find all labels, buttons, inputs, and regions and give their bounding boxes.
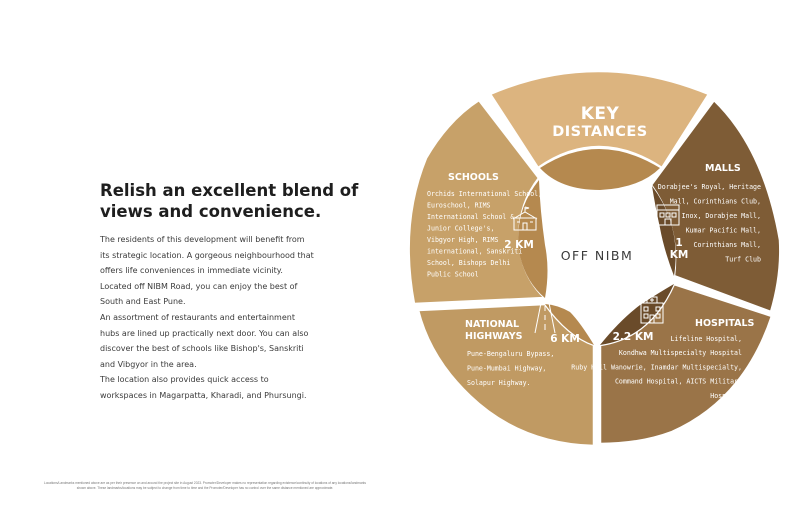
center-label: OFF NIBM (560, 248, 634, 263)
hospitals-list-item: Hospital (710, 391, 742, 400)
hospitals-distance: 2.2 KM (612, 331, 654, 343)
hospitals-title: HOSPITALS (695, 318, 755, 329)
malls-list-item: Turf Club (725, 255, 761, 264)
schools-list-item: Euroschool, RIMS (427, 201, 491, 210)
malls-list-item: Inox, Dorabjee Mall, (681, 212, 761, 220)
highways-list-item: Pune-Mumbai Highway, (467, 364, 547, 373)
schools-list-item: Vibgyor High, RIMS (427, 236, 499, 244)
highways-list-item: Pune-Bengaluru Bypass, (467, 350, 555, 358)
schools-list-item: International School & (427, 213, 515, 221)
schools-title: SCHOOLS (448, 172, 499, 183)
key-title-line: KEY (580, 104, 620, 124)
intro-paragraph: The location also provides quick access to workspaces in Magarpatta, Kharadi, and Phursungi. (100, 375, 307, 400)
highways-title: NATIONAL (465, 319, 520, 330)
malls-distance-unit: KM (669, 249, 689, 261)
schools-list-item: Public School (427, 270, 479, 279)
hospitals-list-item: Command Hospital, AICTS Military (614, 377, 742, 386)
schools-list-item: Orchids International School, (427, 190, 543, 198)
key-title-line: DISTANCES (552, 124, 648, 140)
schools-list-item: School, Bishops Delhi (427, 259, 511, 267)
malls-title: MALLS (705, 163, 741, 174)
malls-list-item: Dorabjee's Royal, Heritage (657, 183, 761, 191)
hospitals-list-item: Ruby Hall Wanowrie, Inamdar Multispecialty, (571, 363, 742, 372)
schools-list-item: international, Sanskriti (427, 247, 523, 256)
headline: Relish an excellent blend of views and convenience. (100, 181, 359, 221)
malls-list-item: Corinthians Mall, (693, 241, 761, 249)
disclaimer: Locations/Landmarks mentioned above are as per their presence on and around the project site in August 2023. Promoter/Developer makes no representation regarding existence/continuity of locations of any locations/landmarks shown above. These landmarks/locations may be subject to change from time to time and the Promoter/Developer has no control over the same distance mentioned are approximate. (44, 481, 366, 490)
intro-paragraph: The residents of this development will benefit from its strategic location. A gorgeous neighbourhood that offers life conveniences in immediate vicinity. Located off NIBM Road, you can enjoy the best of South and East Pune. (100, 235, 314, 307)
schools-list-item: Junior College's, (427, 224, 495, 233)
schools-distance: 2 KM (504, 239, 534, 251)
highways-list-item: Solapur Highway. (467, 379, 531, 387)
hospitals-list-item: Kondhwa Multispecialty Hospital (618, 349, 742, 358)
highways-distance: 6 KM (550, 333, 580, 345)
malls-list-item: Kumar Pacific Mall, (685, 226, 761, 235)
malls-list-item: Mall, Corinthians Club, (669, 197, 761, 206)
intro-paragraph: An assortment of restaurants and entertainment hubs are lined up practically next door. You can also discover the best of schools like Bishop's, Sanskriti and Vibgyor in the area. (100, 312, 309, 369)
malls-distance: 1 (675, 237, 683, 249)
highways-title: HIGHWAYS (465, 331, 523, 342)
hospitals-list-item: Lifeline Hospital, (670, 335, 742, 343)
